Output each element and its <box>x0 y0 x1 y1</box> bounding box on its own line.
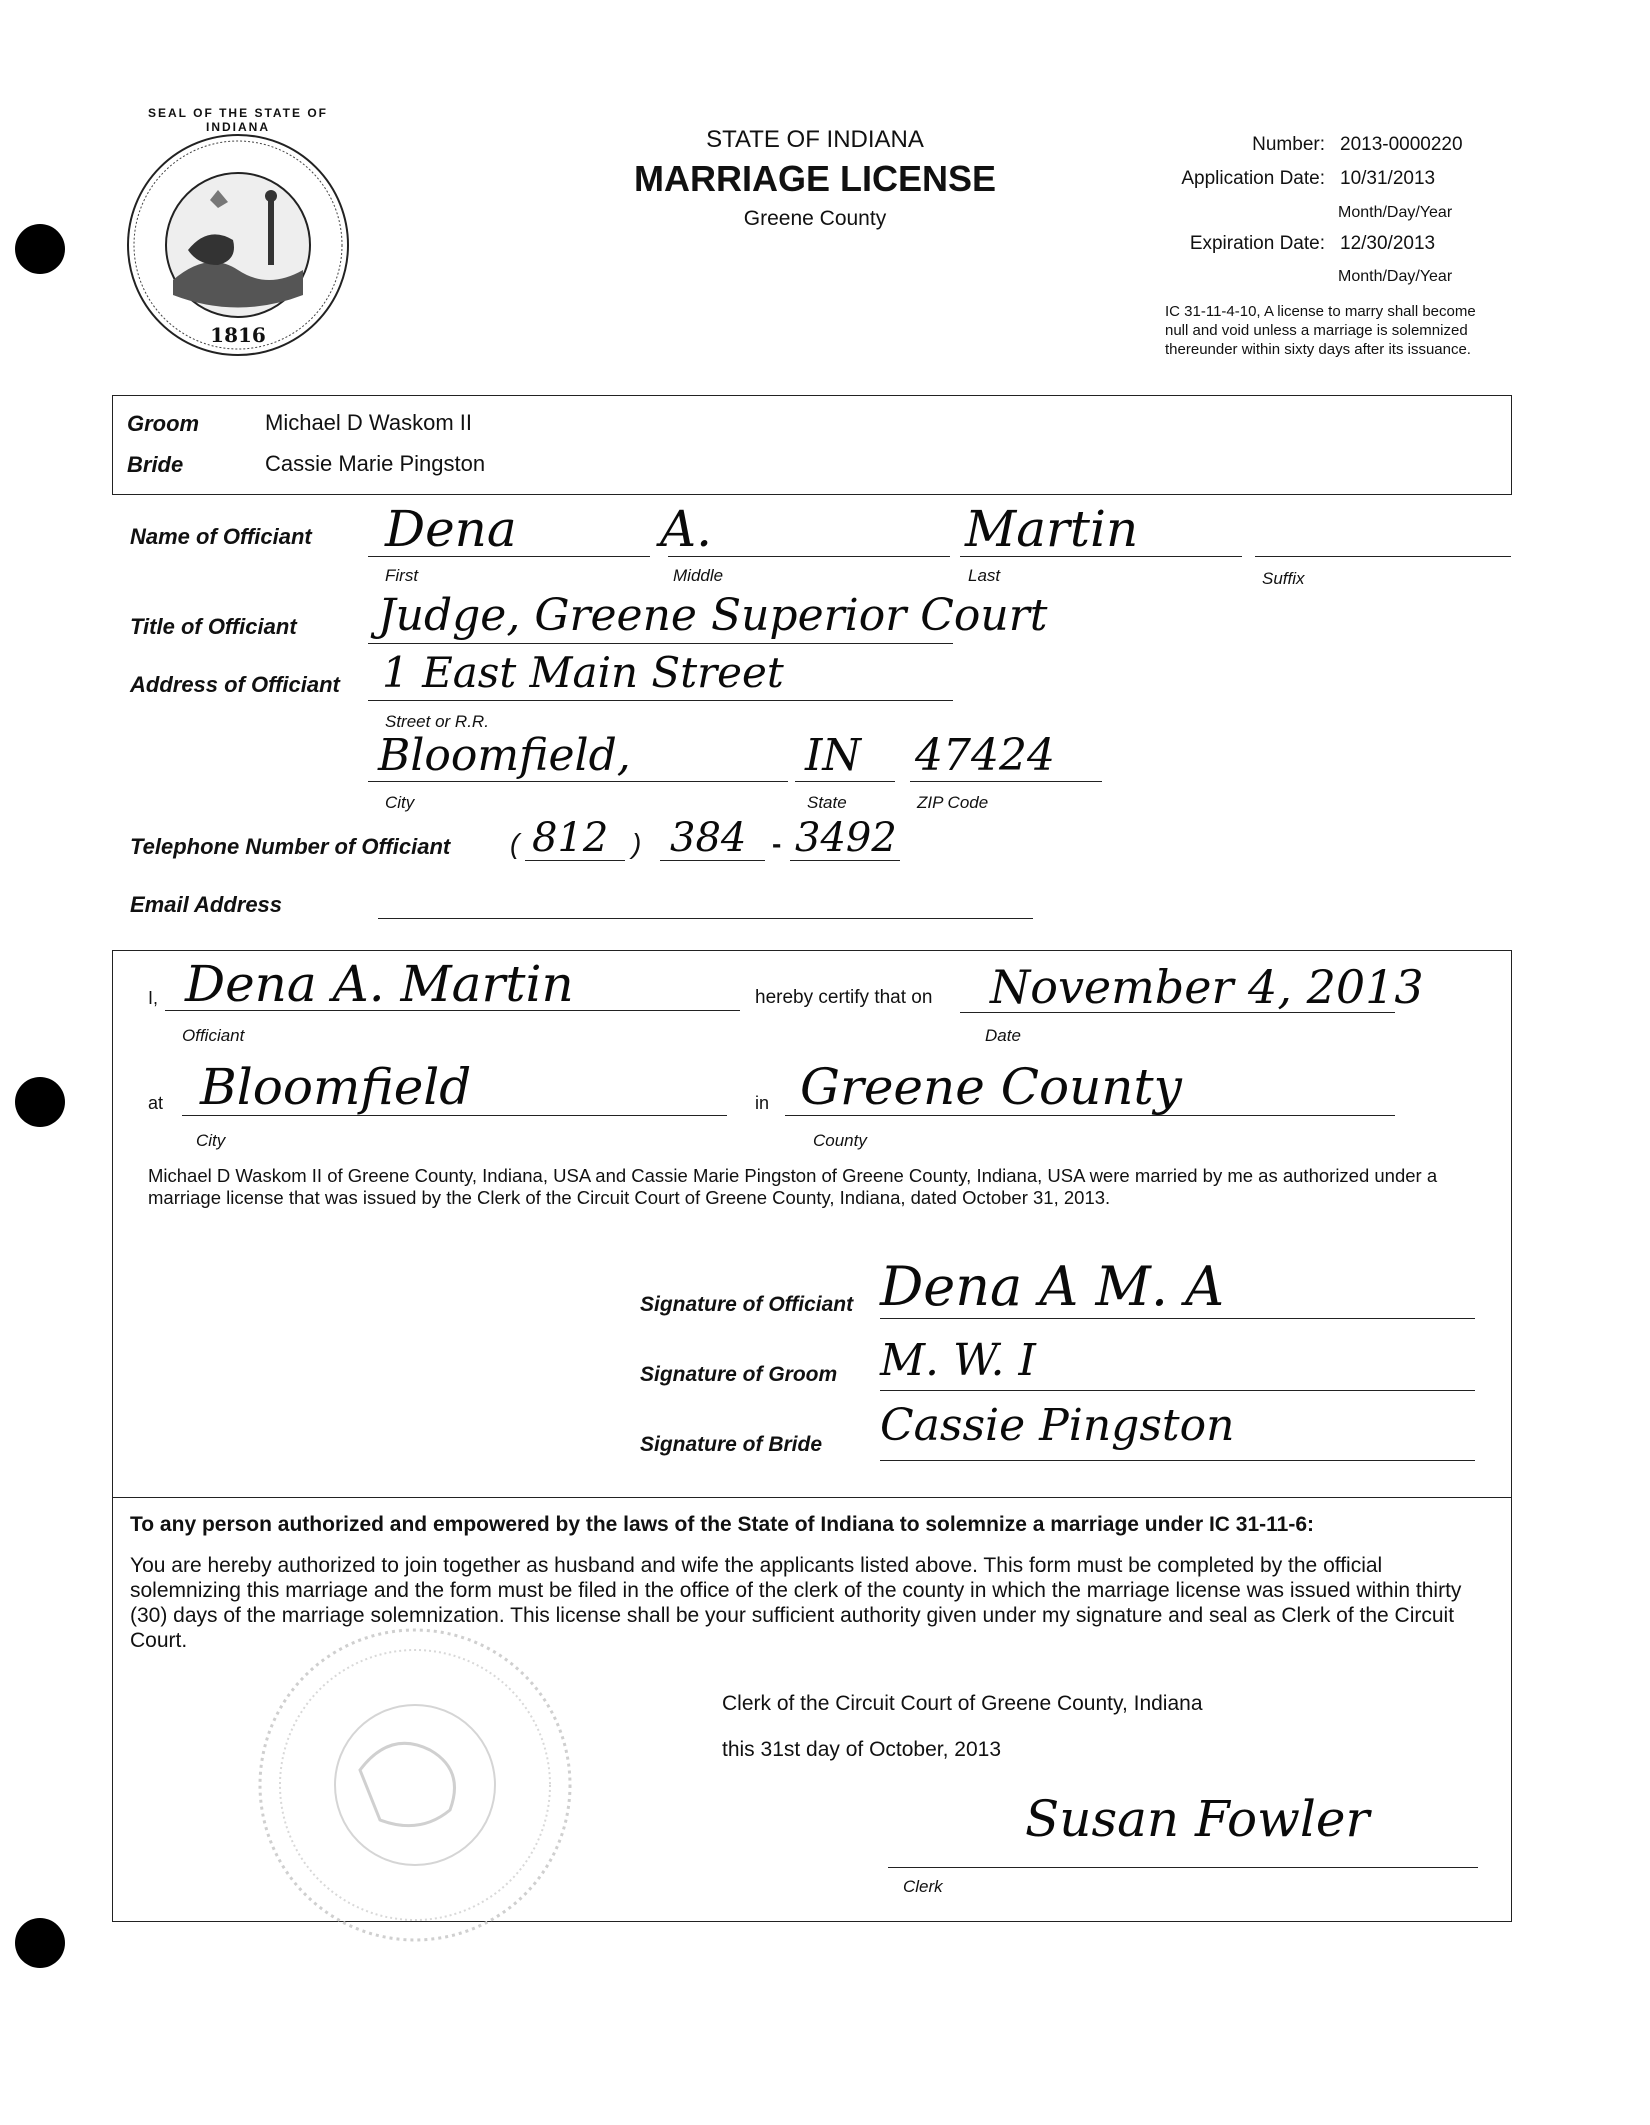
officiant-phone-label: Telephone Number of Officiant <box>130 834 451 859</box>
marriage-statement: Michael D Waskom II of Greene County, Indiana, USA and Cassie Marie Pingston of Greene County, Indiana, USA were married by me as authorized under a marriage license that was issued by the Clerk of the Circuit Court of Greene County, Indiana, dated October 31, 2013. <box>148 1165 1438 1208</box>
first-name-line <box>368 556 650 557</box>
officiant-title: Judge, Greene Superior Court <box>378 590 1048 641</box>
phone-area-code: 812 <box>532 815 609 861</box>
punch-hole-bottom <box>15 1918 65 1968</box>
punch-hole-middle <box>15 1077 65 1127</box>
officiant-state: IN <box>805 730 861 781</box>
groom-signature-label: Signature of Groom <box>640 1363 838 1386</box>
clerk-line-1: Clerk of the Circuit Court of Greene County, Indiana <box>722 1692 1203 1715</box>
certify-i-label: I, <box>148 988 159 1008</box>
officiant-street: 1 East Main Street <box>382 648 784 697</box>
last-caption: Last <box>968 566 1001 585</box>
state-heading: STATE OF INDIANA <box>706 126 924 153</box>
email-label: Email Address <box>130 892 283 917</box>
street-line <box>368 700 953 701</box>
bride-name: Cassie Marie Pingston <box>265 451 486 476</box>
phone-dash: - <box>772 828 782 859</box>
certify-county-caption: County <box>813 1131 867 1150</box>
section-divider <box>112 1497 1512 1498</box>
officiant-address-label: Address of Officiant <box>130 672 340 697</box>
number-label: Number: <box>1252 134 1325 155</box>
clerk-line-2: this 31st day of October, 2013 <box>722 1738 1002 1761</box>
certify-officiant-caption: Officiant <box>182 1026 245 1045</box>
first-caption: First <box>385 566 419 585</box>
state-line <box>795 781 895 782</box>
middle-name-line <box>668 556 950 557</box>
bride-signature: Cassie Pingston <box>880 1400 1235 1451</box>
authorization-body: You are hereby authorized to join together as husband and wife the applicants listed above. This form must be completed by the official solemnizing this marriage and the form must be filed in the office of the clerk of the county in which the marriage license was issued within thirty (30) days of the marriage solemnization. This license shall be your sufficient authority given under my signature and seal as Clerk of the Circuit Court. <box>130 1554 1462 1652</box>
groom-label: Groom <box>127 411 200 436</box>
title-line <box>368 643 953 644</box>
authorization-heading: To any person authorized and empowered by the laws of the State of Indiana to solemnize a marriage under IC 31-11-6: <box>130 1513 1315 1536</box>
zip-caption: ZIP Code <box>917 793 989 812</box>
punch-hole-top <box>15 224 65 274</box>
page-title: MARRIAGE LICENSE <box>633 158 997 199</box>
officiant-signature-line <box>880 1318 1475 1319</box>
zip-line <box>910 781 1102 782</box>
county-heading: Greene County <box>743 207 887 230</box>
phone-close-paren: ) <box>632 828 642 859</box>
application-date: 10/31/2013 <box>1340 168 1436 189</box>
application-date-format: Month/Day/Year <box>1338 204 1453 221</box>
seal-outer-text: SEAL OF THE STATE OF INDIANA <box>147 106 328 134</box>
license-number: 2013-0000220 <box>1340 134 1463 155</box>
middle-caption: Middle <box>673 566 724 585</box>
clerk-caption: Clerk <box>903 1877 943 1896</box>
phone-line-number: 3492 <box>795 815 897 861</box>
phone-prefix-line <box>660 860 765 861</box>
bride-label: Bride <box>127 452 184 477</box>
certify-city: Bloomfield <box>200 1058 472 1116</box>
certify-in-label: in <box>755 1093 770 1113</box>
officiant-zip: 47424 <box>915 730 1055 781</box>
expiration-date-label: Expiration Date: <box>1189 233 1325 254</box>
officiant-last: Martin <box>965 500 1139 558</box>
clerk-embossed-seal-icon <box>250 1620 580 1950</box>
certify-date-caption: Date <box>985 1026 1021 1045</box>
last-name-line <box>960 556 1242 557</box>
certify-county: Greene County <box>800 1058 1182 1116</box>
certify-city-caption: City <box>196 1131 226 1150</box>
expiration-date-format: Month/Day/Year <box>1338 268 1453 285</box>
groom-signature: M. W. I <box>880 1335 1036 1386</box>
certify-at-label: at <box>148 1093 164 1113</box>
officiant-title-label: Title of Officiant <box>130 614 297 639</box>
expiration-date: 12/30/2013 <box>1340 233 1436 254</box>
certify-officiant-name: Dena A. Martin <box>185 955 574 1013</box>
officiant-middle: A. <box>660 500 713 558</box>
street-caption: Street or R.R. <box>385 712 489 731</box>
seal-year: 1816 <box>210 323 266 347</box>
suffix-caption: Suffix <box>1262 569 1305 588</box>
phone-area-line <box>525 860 625 861</box>
email-line <box>378 918 1033 919</box>
certify-date: November 4, 2013 <box>990 960 1424 1014</box>
certify-city-line <box>182 1115 727 1116</box>
phone-prefix: 384 <box>670 815 747 861</box>
state-caption: State <box>807 793 847 812</box>
application-date-label: Application Date: <box>1181 168 1325 189</box>
clerk-signature: Susan Fowler <box>1025 1790 1370 1848</box>
certify-county-line <box>785 1115 1395 1116</box>
phone-open-paren: ( <box>510 828 520 859</box>
officiant-city: Bloomfield, <box>378 730 631 781</box>
bride-signature-label: Signature of Bride <box>640 1433 823 1456</box>
groom-signature-line <box>880 1390 1475 1391</box>
certify-officiant-line <box>165 1010 740 1011</box>
certify-date-line <box>960 1012 1395 1013</box>
officiant-first: Dena <box>385 500 517 558</box>
city-caption: City <box>385 793 415 812</box>
certify-text: hereby certify that on <box>755 987 933 1008</box>
city-line <box>368 781 788 782</box>
statute-note: IC 31-11-4-10, A license to marry shall become null and void unless a marriage is solemnized thereunder within sixty days after its issuance. <box>1165 303 1476 358</box>
clerk-signature-line <box>888 1867 1478 1868</box>
officiant-signature-label: Signature of Officiant <box>640 1293 854 1316</box>
bride-signature-line <box>880 1460 1475 1461</box>
phone-number-line <box>790 860 900 861</box>
officiant-name-label: Name of Officiant <box>130 524 312 549</box>
groom-name: Michael D Waskom II <box>265 410 473 435</box>
suffix-line <box>1255 556 1511 557</box>
officiant-signature: Dena A M. A <box>880 1255 1225 1318</box>
state-seal-icon <box>118 130 358 360</box>
